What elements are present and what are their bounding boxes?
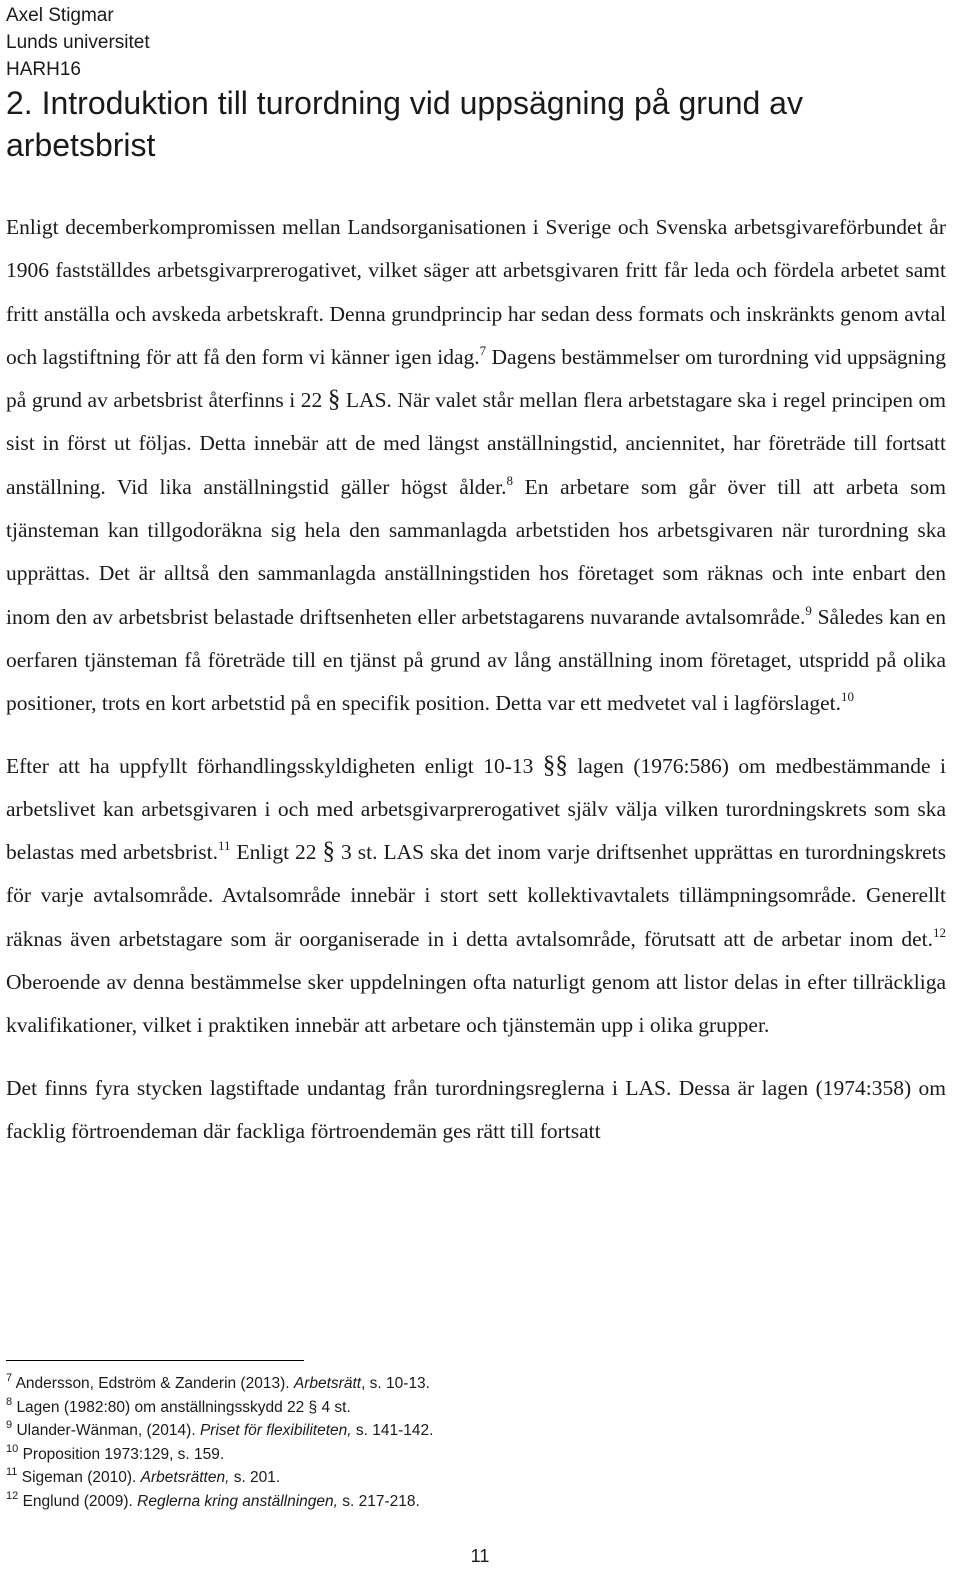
footnote-text: Lagen (1982:80) om anställningsskydd 22	[16, 1398, 309, 1416]
paragraph-1-text-1: Enligt decemberkompromissen mellan Landsorganisationen i Sverige och Svenska arbetsgivareförbundet år 1906 fastställdes arbetsgivarprerogativet, vilket säger att arbetsgivaren fritt får leda och fördela arbetet samt fritt anställa och avskeda arbetskraft. Denna grundprincip har sedan dess formats och inskränkts genom avtal och lagstiftning för att få den form vi känner igen idag.	[6, 215, 946, 369]
section-symbol: §	[308, 1398, 318, 1416]
footnote-title: Arbetsrätten,	[140, 1469, 230, 1486]
footnote-ref-9: 9	[805, 602, 812, 618]
footnote-number: 10	[6, 1442, 19, 1455]
section-symbol: §	[555, 751, 568, 779]
footnote-title: Arbetsrätt	[293, 1375, 362, 1392]
paragraph-2-text-4: 3 st. LAS ska det inom varje driftsenhet upprättas en turordningskrets för varje avtalsområde. Avtalsområde innebär i stort sett kollektivavtalets tillämpningsområde. Generellt räknas även arbetstagare som är oorganiserade in i detta avtalsområde, förutsatt att de arbetar inom det.	[6, 840, 946, 951]
paragraph-1-text-5: Således kan en oerfaren tjänsteman få företräde till en tjänst på grund av lång anställning inom företaget, utspridd på olika positioner, trots en kort arbetstid på en specifik position. Detta var ett medvetet val i lagförslaget.	[6, 604, 947, 716]
footnote-rest: s. 217-218.	[337, 1492, 420, 1510]
footnote	[6, 1490, 433, 1514]
footnote-title: Reglerna kring anställningen,	[137, 1492, 338, 1510]
paragraph-2	[6, 745, 946, 1048]
footnote-ref-10: 10	[841, 689, 855, 705]
footnote-number: 8	[6, 1395, 13, 1408]
header-university: Lunds universitet	[6, 32, 150, 53]
footnote-divider	[6, 1360, 304, 1361]
footnote	[6, 1443, 433, 1467]
paragraph-1-text-3: LAS. När valet står mellan flera arbetstagare ska i regel principen om sist in först ut följas. Detta innebär att de med längst anställningstid, anciennitet, har företräde till fortsatt anställning. Vid lika anställningstid gäller högst ålder.	[6, 388, 947, 499]
section-symbol: §	[542, 751, 556, 779]
paragraph-3	[6, 1067, 946, 1154]
footnote-ref-12: 12	[933, 924, 946, 940]
page-header	[6, 2, 150, 83]
section-symbol: §	[322, 838, 336, 866]
footnote-ref-8: 8	[506, 472, 513, 488]
header-author: Axel Stigmar	[6, 5, 114, 26]
footnote-ref-7: 7	[479, 342, 487, 358]
header-course: HARH16	[6, 59, 81, 80]
footnote-text: Ulander-Wänman, (2014).	[16, 1422, 200, 1439]
paragraph-1-text-4: En arbetare som går över till att arbeta som tjänsteman kan tillgodoräkna sig hela den sammanlagda arbetstiden hos arbetsgivaren när turordning ska upprättas. Det är alltså den sammanlagda anställningstiden hos företaget som räknas och inte enbart den inom den av arbetsbrist belastade driftsenheten eller arbetstagarens nuvarande avtalsområde.	[6, 474, 946, 629]
footnote-ref-11: 11	[217, 838, 231, 854]
footnote-text: Andersson, Edström & Zanderin (2013).	[15, 1375, 294, 1392]
paragraph-1	[6, 206, 946, 726]
footnote-text: Sigeman (2010).	[21, 1469, 141, 1486]
footnote-rest: s. 201.	[229, 1469, 281, 1486]
footnote-title: Priset för flexibiliteten,	[199, 1422, 352, 1439]
footnote-rest: , s. 10-13.	[361, 1375, 430, 1392]
paragraph-1-text-2: Dagens bestämmelser om turordning vid uppsägning på grund av arbetsbrist återfinns i 22	[6, 344, 946, 413]
footnote-rest: s. 141-142.	[351, 1422, 434, 1439]
paragraph-2-text-5: Oberoende av denna bestämmelse sker uppdelningen ofta naturligt genom att listor delas in efter tillräckliga kvalifikationer, vilket i praktiken innebär att arbetare och tjänstemän upp i olika grupper.	[6, 970, 946, 1038]
footnotes	[6, 1372, 433, 1513]
footnote	[6, 1419, 433, 1443]
footnote	[6, 1372, 433, 1396]
footnote-number: 7	[6, 1372, 13, 1384]
section-heading: 2. Introduktion till turordning vid uppsägning på grund av arbetsbrist	[6, 85, 803, 163]
page-number: 11	[470, 1546, 490, 1566]
footnote-number: 12	[6, 1489, 19, 1502]
footnote	[6, 1466, 433, 1490]
footnote-number: 11	[6, 1466, 18, 1478]
paragraph-2-text-3: Enligt 22	[230, 840, 323, 865]
footnote-rest: 4 st.	[321, 1398, 351, 1416]
paragraph-2-text-2: lagen (1976:586) om medbestämmande i arbetslivet kan arbetsgivaren i och med arbetsgivarprerogativet själv välja vilken turordningskrets som ska belastas med arbetsbrist.	[6, 753, 946, 865]
paragraph-2-text-1: Efter att ha uppfyllt förhandlingsskyldigheten enligt 10-13	[6, 753, 543, 778]
body-text	[6, 206, 946, 1153]
footnote	[6, 1396, 433, 1420]
footnote-number: 9	[6, 1419, 13, 1431]
footnote-text: Englund (2009).	[22, 1492, 138, 1510]
paragraph-3-text-1: Det finns fyra stycken lagstiftade undantag från turordningsreglerna i LAS. Dessa är lagen (1974:358) om facklig förtroendeman där fackliga förtroendemän ges rätt till fortsatt	[6, 1075, 946, 1143]
footnote-text: Proposition 1973:129, s. 159.	[22, 1445, 225, 1463]
section-symbol: §	[327, 386, 341, 414]
